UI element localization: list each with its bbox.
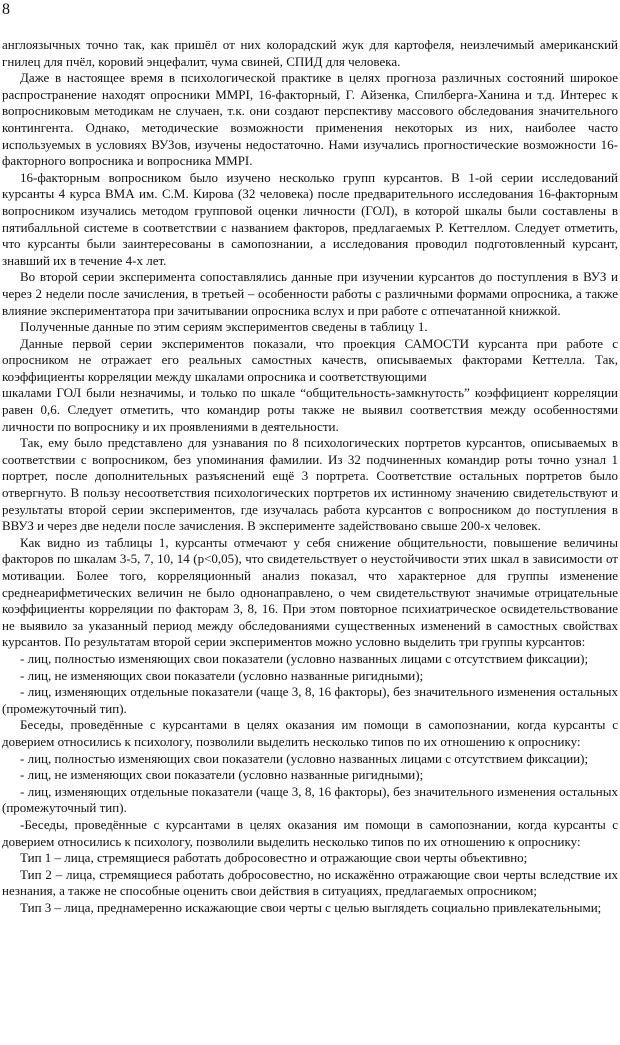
paragraph: - лиц, изменяющих отдельные показатели (чаще 3, 8, 16 факторы), без значительного изменения остальных (промежуточный тип). bbox=[2, 684, 618, 716]
paragraph: англоязычных точно так, как пришёл от них колорадский жук для картофеля, неизлечимый американский гнилец для пчёл, коровий энцефалит, чума свиней, СПИД для человека. bbox=[2, 37, 618, 69]
paragraph: Во второй серии эксперимента сопоставлялись данные при изучении курсантов до поступления в ВУЗ и через 2 недели после зачисления, в третьей – особенности работы с различными формами опросника, а также влияние экспериментатора при зачитывании опросника вслух и при работе с отпечатанной книжкой. bbox=[2, 269, 618, 318]
paragraph: -Беседы, проведённые с курсантами в целях оказания им помощи в самопознании, когда курсанты с доверием относились к психологу, позволили выделить несколько типов по их отношению к опроснику: bbox=[2, 816, 618, 849]
paragraph: Данные первой серии экспериментов показали, что проекция САМОСТИ курсанта при работе с опросником не отражает его реальных самостных качеств, описываемых факторами Кеттелла. Так, коэффициенты корреляции между шкалами опросника и соответствующими bbox=[2, 335, 618, 384]
paragraph: Полученные данные по этим сериям экспериментов сведены в таблицу 1. bbox=[20, 319, 428, 335]
paragraph: Тип 1 – лица, стремящиеся работать добросовестно и отражающие свои черты объективно; bbox=[20, 850, 528, 866]
paragraph: Тип 2 – лица, стремящиеся работать добросовестно, но искажённо отражающие свои черты вследствие их незнания, а также не способные оценить свои действия в ситуациях, предлагаемых опросником; bbox=[2, 866, 618, 899]
document-body bbox=[2, 37, 618, 916]
paragraph: - лиц, не изменяющих свои показатели (условно названные ригидными); bbox=[20, 767, 424, 783]
paragraph: 16-факторным вопросником было изучено несколько групп курсантов. В 1-ой серии исследований курсанты 4 курса ВМА им. С.М. Кирова (32 человека) после предварительного исследования 16-факторным вопросником изучались методом групповой оценки личности (ГОЛ), в которой шкалы были составлены в пятибалльной системе в соответствии с названием факторов, предлагаемых Р. Кеттеллом. Следует отметить, что курсанты были заинтересованы в самопознании, а исследования проводил подготовленный курсант, знавший их в течение 4-х лет. bbox=[2, 169, 618, 268]
paragraph: Как видно из таблицы 1, курсанты отмечают у себя снижение общительности, повышение величины факторов по шкалам 3-5, 7, 10, 14 (p<0,05), что свидетельствует о неустойчивости этих шкал в зависимости от мотивации. Более того, корреляционный анализ показал, что характерное для группы изменение среднеарифметических величин не было однонаправлено, о чем свидетельствуют значимые отрицательные коэффициенты корреляции по факторам 3, 8, 16. При этом повторное психиатрическое освидетельствование не выявило за указанный период между обследованиями существенных изменений в самостных свойствах курсантов. По результатам второй серии экспериментов можно условно выделить три группы курсантов: bbox=[2, 534, 618, 650]
paragraph: - лиц, полностью изменяющих свои показатели (условно названных лицами с отсутствием фиксации); bbox=[20, 750, 589, 766]
paragraph: Так, ему было представлено для узнавания по 8 психологических портретов курсантов, описываемых в соответствии с вопросником, без упоминания фамилии. Из 32 подчиненных командир роты точно узнал 1 портрет, после дополнительных разъяснений ещё 3 портрета. Соответствие остальных портретов было отвергнуто. В пользу несоответствия психологических портретов их истинному значению свидетельствуют и результаты второй серии экспериментов, где изучалась работа курсантов с вопросником до поступления в ВВУЗ и через две недели после зачисления. В эксперименте задействовано свыше 200-х человек. bbox=[2, 435, 618, 534]
paragraph: шкалами ГОЛ были незначимы, и только по шкале “общительность-замкнутость” коэффициент корреляции равен 0,6. Следует отметить, что командир роты также не выявил соответствия между особенностями личности по вопроснику и их проявлениями в деятельности. bbox=[2, 385, 618, 434]
paragraph: Даже в настоящее время в психологической практике в целях прогноза различных состояний широкое распространение находят опросники ММРI, 16-факторный, Г. Айзенка, Спилберга-Ханина и т.д. Интерес к вопросниковым методикам не случаен, т.к. они создают перспективу массового обследования значительного контингента. Однако, методические возможности применения некоторых из них, наиболее часто используемых в условиях ВУЗов, изучены недостаточно. Нами изучались прогностические возможности 16-факторного вопросника и вопросника ММРI. bbox=[2, 70, 618, 169]
paragraph: - лиц, не изменяющих свои показатели (условно названные ригидными); bbox=[20, 667, 424, 683]
paragraph: Беседы, проведённые с курсантами в целях оказания им помощи в самопознании, когда курсанты с доверием относились к психологу, позволили выделить несколько типов по их отношению к опроснику: bbox=[2, 717, 618, 749]
paragraph: - лиц, полностью изменяющих свои показатели (условно названных лицами с отсутствием фиксации); bbox=[20, 650, 589, 666]
paragraph: - лиц, изменяющих отдельные показатели (чаще 3, 8, 16 факторы), без значительного изменения остальных (промежуточный тип). bbox=[2, 783, 618, 816]
paragraph: Тип 3 – лица, преднамеренно искажающие свои черты с целью выглядеть социально привлекательными; bbox=[20, 899, 602, 915]
page-number: 8 bbox=[2, 1, 10, 18]
